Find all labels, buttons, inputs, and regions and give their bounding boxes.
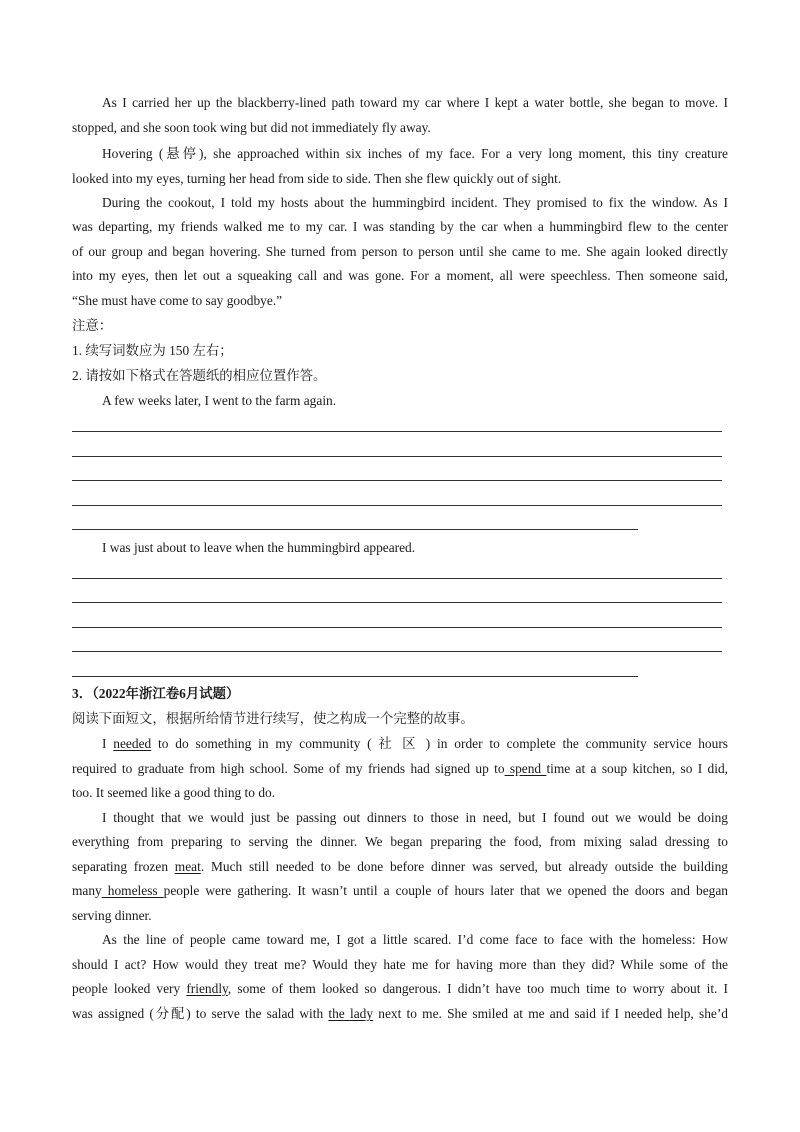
paragraph-line: of our group and began hovering. She turned from person to person until she came to me. She again looked directly xyxy=(72,244,728,259)
paragraph-line xyxy=(72,760,728,778)
underlined-word: homeless xyxy=(101,883,164,898)
paragraph-line xyxy=(72,1005,728,1023)
paragraph-line xyxy=(72,858,728,876)
text-run: I xyxy=(102,736,114,751)
text-run: time at a soup kitchen, so I did, xyxy=(546,761,728,776)
paragraph-line xyxy=(72,980,728,998)
underlined-word: spend xyxy=(504,761,547,776)
answer-line[interactable] xyxy=(72,505,722,506)
paragraph-line: was departing, my friends walked me to my car. I was standing by the car when a hummingbird flew to the center xyxy=(72,219,728,234)
text-run: to do something in my community ( 社 区 ) in order to complete the community service hours xyxy=(151,736,728,751)
paragraph-line: During the cookout, I told my hosts about the hummingbird incident. They promised to fix the window. As I xyxy=(102,195,728,210)
paragraph-line: As the line of people came toward me, I got a little scared. I’d come face to face with the homeless: How xyxy=(102,932,728,947)
underlined-word: friendly xyxy=(186,981,228,996)
answer-line[interactable] xyxy=(72,627,722,628)
answer-line[interactable] xyxy=(72,578,722,579)
text-run: was assigned (分配) to serve the salad with xyxy=(72,1006,329,1021)
text-run: people were gathering. It wasn’t until a couple of hours later that we opened the doors and began xyxy=(163,883,729,898)
text-run: . Much still needed to be done before dinner was served, but already outside the building xyxy=(200,859,728,874)
paragraph-line: Hovering (悬停), she approached within six inches of my face. For a very long moment, this tiny creature xyxy=(102,146,728,161)
paragraph-line: should I act? How would they treat me? Would they hate me for having more than they did? While some of the xyxy=(72,957,728,972)
notes-item: 1. 续写词数应为 150 左右； xyxy=(72,343,233,358)
text-run: people looked very xyxy=(72,981,187,996)
notes-item: 2. 请按如下格式在答题纸的相应位置作答。 xyxy=(72,368,327,383)
answer-line[interactable] xyxy=(72,431,722,432)
answer-line[interactable] xyxy=(72,602,722,603)
paragraph-line xyxy=(72,882,728,900)
answer-line[interactable] xyxy=(72,651,722,652)
text-run: , some of them looked so dangerous. I didn’t have too much time to worry about it. I xyxy=(227,981,728,996)
text-run: many xyxy=(72,883,102,898)
text-run: next to me. She smiled at me and said if I needed help, she’d xyxy=(373,1006,728,1021)
paragraph-line: I thought that we would just be passing out dinners to those in need, but I found out we would be doing xyxy=(102,810,728,825)
text-run: required to graduate from high school. Some of my friends had signed up to xyxy=(72,761,505,776)
continuation-prompt-2: I was just about to leave when the hummingbird appeared. xyxy=(102,540,416,555)
paragraph-line: everything from preparing to serving the dinner. We began preparing the food, from mixing salad dressing to xyxy=(72,834,728,849)
question-heading: 3．（2022年浙江卷6月试题） xyxy=(72,686,240,701)
paragraph-line: serving dinner. xyxy=(72,908,152,923)
paragraph-line: into my eyes, then let out a squeaking call and was gone. For a moment, all were speechless. Then someone said, xyxy=(72,268,728,283)
answer-line[interactable] xyxy=(72,456,722,457)
paragraph-line: too. It seemed like a good thing to do. xyxy=(72,785,276,800)
answer-line[interactable] xyxy=(72,480,722,481)
continuation-prompt-1: A few weeks later, I went to the farm again. xyxy=(102,393,337,408)
paragraph-line: As I carried her up the blackberry-lined path toward my car where I kept a water bottle, she began to move. I xyxy=(102,95,728,110)
paragraph-line: “She must have come to say goodbye.” xyxy=(72,293,283,308)
underlined-word: the lady xyxy=(328,1006,374,1021)
answer-line[interactable] xyxy=(72,676,638,677)
answer-line[interactable] xyxy=(72,529,638,530)
text-run: separating frozen xyxy=(72,859,175,874)
notes-title: 注意： xyxy=(72,318,113,333)
paragraph-line: looked into my eyes, turning her head from side to side. Then she flew quickly out of sight. xyxy=(72,171,562,186)
underlined-word: needed xyxy=(113,736,152,751)
underlined-word: meat xyxy=(174,859,201,874)
question-instruction: 阅读下面短文，根据所给情节进行续写，使之构成一个完整的故事。 xyxy=(72,711,474,726)
paragraph-line: stopped, and she soon took wing but did not immediately fly away. xyxy=(72,120,431,135)
paragraph-line xyxy=(102,735,728,753)
